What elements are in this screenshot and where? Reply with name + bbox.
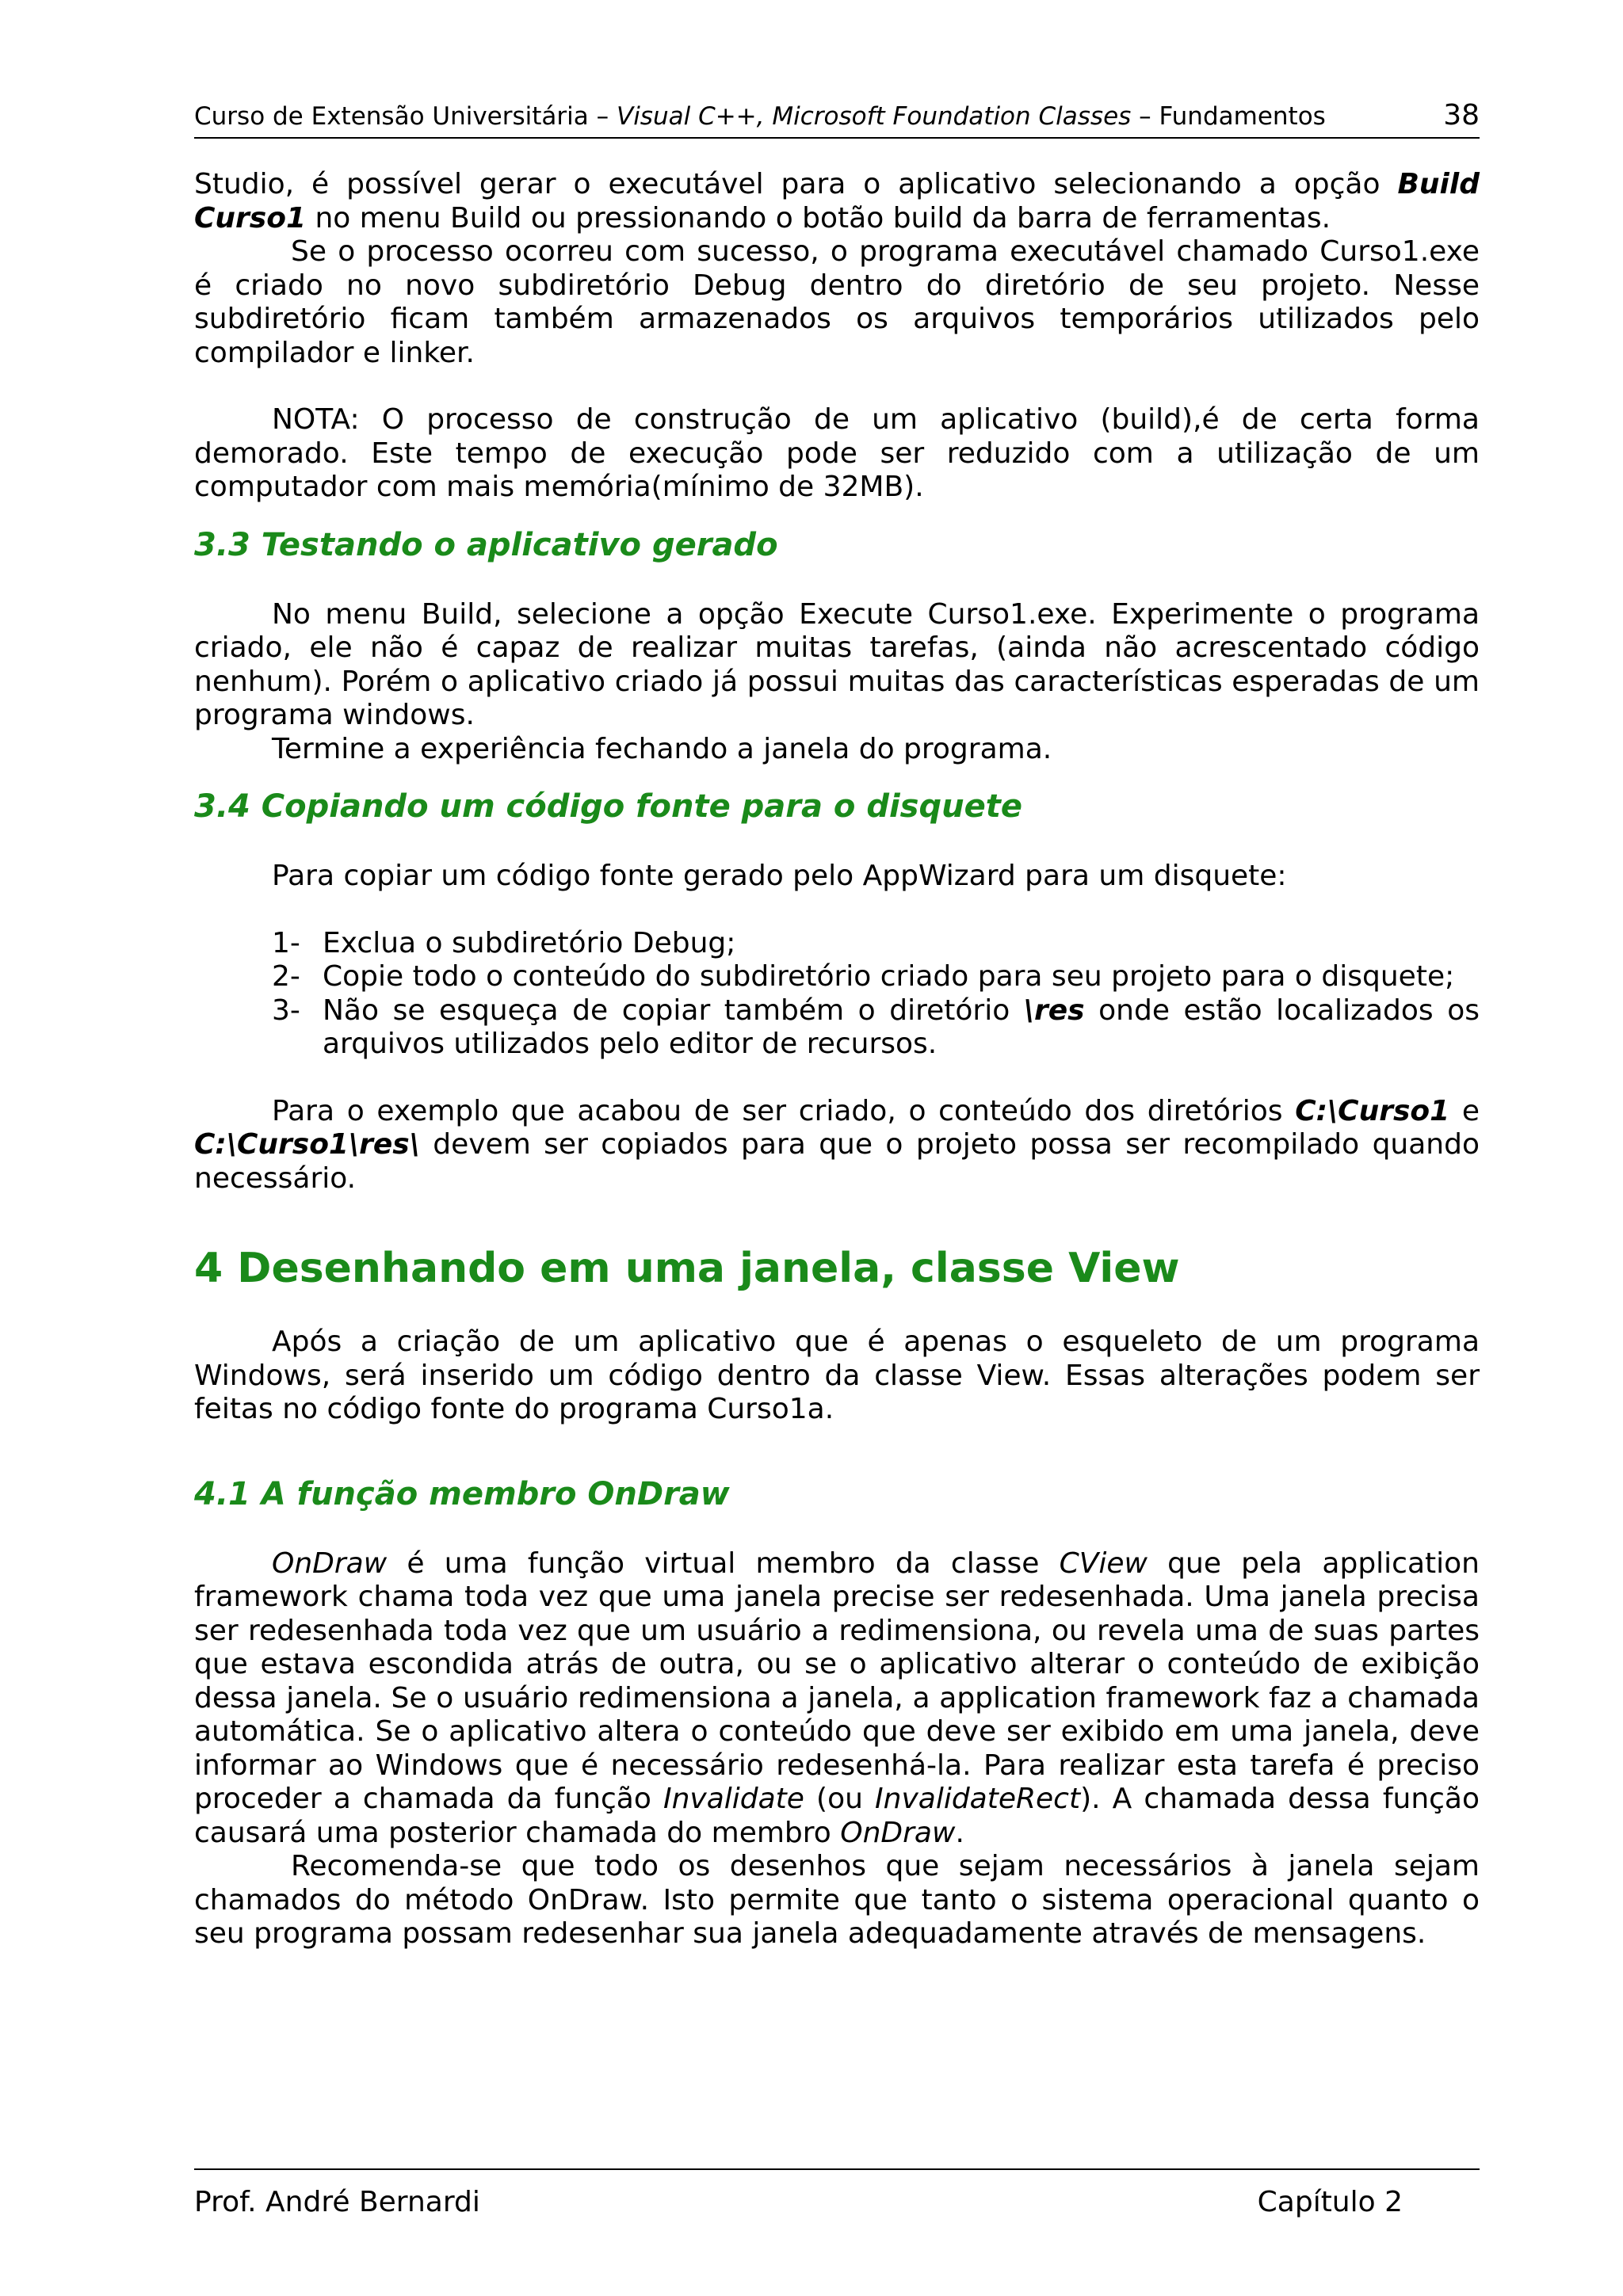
list-item: 1- Exclua o subdiretório Debug; xyxy=(272,926,736,959)
heading-3-3: 3.3 Testando o aplicativo gerado xyxy=(194,526,778,563)
page-footer xyxy=(194,2168,1480,2218)
heading-4-1: 4.1 A função membro OnDraw xyxy=(194,1475,730,1512)
paragraph-example: Para o exemplo que acabou de ser criado, o conteúdo dos diretórios C:\Curso1 e C:\Curso1\res\ devem ser copiados para que o projeto possa ser recompilado quando necessário. xyxy=(194,1094,1480,1195)
paragraph-recommend: Recomenda-se que todo os desenhos que sejam necessários à janela sejam chamados do método OnDraw. Isto permite que tanto o sistema operacional quanto o seu programa possam redesenhar sua janela adequadamente através de mensagens. xyxy=(194,1850,1480,1950)
paragraph-copy-intro: Para copiar um código fonte gerado pelo AppWizard para um disquete: xyxy=(272,860,1287,892)
paragraph-test: No menu Build, selecione a opção Execute Curso1.exe. Experimente o programa criado, ele não é capaz de realizar muitas tarefas, (ainda não acrescentado código nenhum). Porém o aplicativo criado já possui muitas das características esperadas de um programa windows. xyxy=(194,597,1480,731)
list-item: 2- Copie todo o conteúdo do subdiretório criado para seu projeto para o disquete; xyxy=(272,960,1455,993)
paragraph-ondraw: OnDraw é uma função virtual membro da classe CView que pela application framework chama toda vez que uma janela precise ser redesenhada. Uma janela precisa ser redesenhada toda vez que um usuário a redimensiona, ou revela uma de suas partes que estava escondida atrás de outra, ou se o aplicativo alterar o conteúdo de exibição dessa janela. Se o usuário redimensiona a janela, a application framework faz a chamada automática. Se o aplicativo altera o conteúdo que deve ser exibido em uma janela, deve informar ao Windows que é necessário redesenhá-la. Para realizar esta tarefa é preciso proceder a chamada da função Invalidate (ou InvalidateRect). A chamada dessa função causará uma posterior chamada do membro OnDraw. xyxy=(194,1547,1480,1849)
heading-4: 4 Desenhando em uma janela, classe View xyxy=(194,1245,1180,1292)
list-item: 3- Não se esqueça de copiar também o diretório \res onde estão localizados os arquivos utilizados pelo editor de recursos. xyxy=(272,994,1480,1060)
paragraph-success: Se o processo ocorreu com sucesso, o programa executável chamado Curso1.exe é criado no novo subdiretório Debug dentro do diretório de seu projeto. Nesse subdiretório ficam também armazenados os arquivos temporários utilizados pelo compilador e linker. xyxy=(194,235,1480,369)
paragraph-build: Studio, é possível gerar o executável para o aplicativo selecionando a opção Build Curso1 no menu Build ou pressionando o botão build da barra de ferramentas. xyxy=(194,168,1480,235)
page-number: 38 xyxy=(1443,99,1480,132)
page-header xyxy=(194,99,1480,139)
page-body xyxy=(194,168,1480,1951)
header-course-title: Curso de Extensão Universitária – Visual C++, Microsoft Foundation Classes – Fundamentos xyxy=(194,102,1326,131)
paragraph-finish: Termine a experiência fechando a janela do programa. xyxy=(272,732,1052,765)
paragraph-note: NOTA: O processo de construção de um aplicativo (build),é de certa forma demorado. Este tempo de execução pode ser reduzido com a utilização de um computador com mais memória(mínimo de 32MB). xyxy=(194,403,1480,503)
paragraph-view-intro: Após a criação de um aplicativo que é apenas o esqueleto de um programa Windows, será inserido um código dentro da classe View. Essas alterações podem ser feitas no código fonte do programa Curso1a. xyxy=(194,1325,1480,1425)
footer-chapter: Capítulo 2 xyxy=(1257,2186,1403,2218)
heading-3-4: 3.4 Copiando um código fonte para o disquete xyxy=(194,788,1022,825)
copy-steps-list xyxy=(194,927,1480,1062)
footer-author: Prof. André Bernardi xyxy=(194,2186,480,2218)
